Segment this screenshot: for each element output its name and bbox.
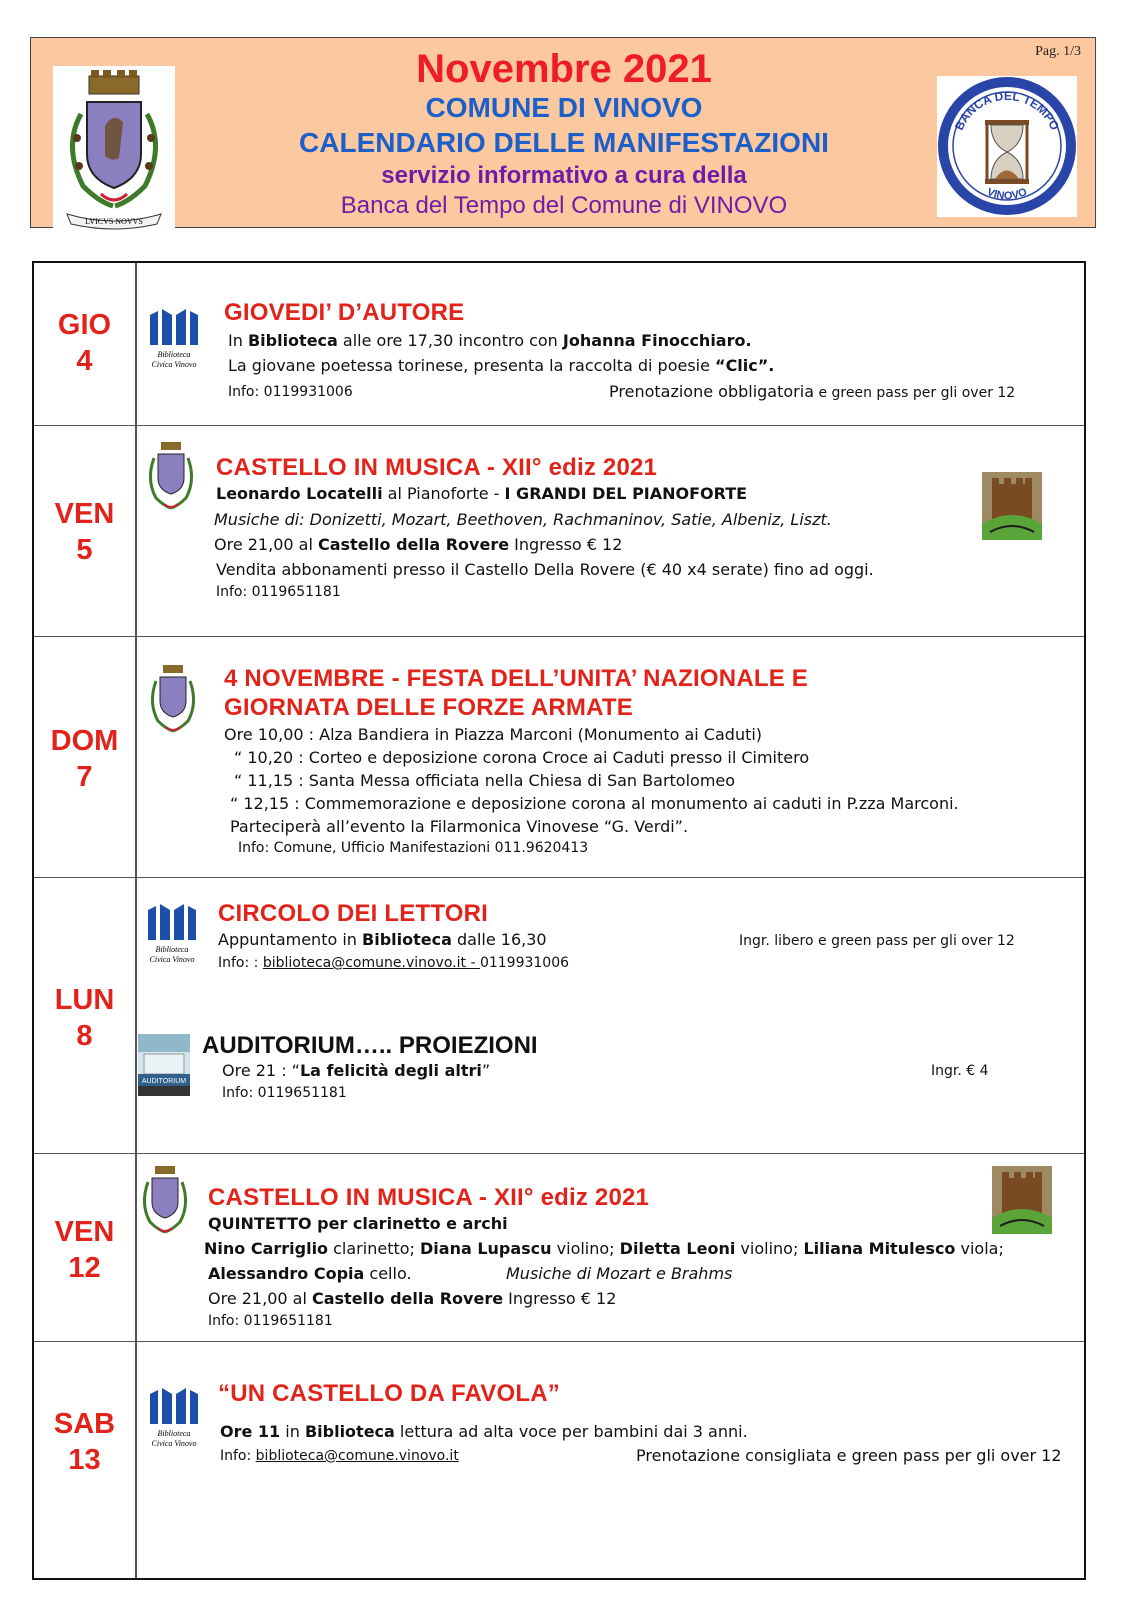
event-title: 4 NOVEMBRE - FESTA DELL’UNITA’ NAZIONALE E xyxy=(224,665,808,692)
banca-subtitle: Banca del Tempo del Comune di VINOVO xyxy=(340,192,788,219)
event-line: Leonardo Locatelli al Pianoforte - I GRANDI DEL PIANOFORTE xyxy=(216,484,748,503)
event-line: Appuntamento in Biblioteca dalle 16,30 xyxy=(218,930,547,949)
event-row xyxy=(34,1342,1084,1578)
biblioteca-logo-icon xyxy=(146,307,202,380)
event-line: Ore 10,00 : Alza Bandiera in Piazza Marconi (Monumento ai Caduti) xyxy=(224,725,763,744)
banca-del-tempo-logo-icon xyxy=(937,76,1077,217)
svg-text:Civica Vinovo: Civica Vinovo xyxy=(149,955,195,964)
event-day: GIO 4 xyxy=(57,309,112,377)
events-table xyxy=(32,261,1086,1580)
event-line: QUINTETTO per clarinetto e archi xyxy=(208,1214,508,1233)
email-link[interactable]: biblioteca@comune.vinovo.it - xyxy=(262,955,480,971)
event-info: Info: biblioteca@comune.vinovo.it xyxy=(220,1448,459,1464)
event-line: Vendita abbonamenti presso il Castello Della Rovere (€ 40 x4 serate) fino ad oggi. xyxy=(216,560,874,579)
event-row xyxy=(34,1154,1084,1342)
event-line: Ore 21,00 al Castello della Rovere Ingresso € 12 xyxy=(208,1289,617,1308)
event-day: SAB 13 xyxy=(53,1408,116,1476)
event-day: VEN 5 xyxy=(54,498,115,566)
event-line: “ 11,15 : Santa Messa officiata nella Chiesa di San Bartolomeo xyxy=(234,771,736,790)
vinovo-crest-small-icon xyxy=(146,663,200,746)
event-line: Musiche di: Donizetti, Mozart, Beethoven, Rachmaninov, Satie, Albeniz, Liszt. xyxy=(214,510,832,529)
event-info: Info: 0119651181 xyxy=(208,1313,333,1329)
month-title: Novembre 2021 xyxy=(416,47,712,91)
page-header xyxy=(30,37,1096,228)
event-info: Info: 0119931006 xyxy=(228,384,353,400)
vinovo-crest-small-icon xyxy=(144,440,198,523)
event-note: Prenotazione obbligatoria e green pass per gli over 12 xyxy=(609,382,1016,401)
event-line: Nino Carriglio clarinetto; Diana Lupascu violino; Diletta Leoni violino; Liliana Mitulesco viola; xyxy=(204,1239,1004,1258)
event-title: CASTELLO IN MUSICA - XII° ediz 2021 xyxy=(216,454,658,481)
event-info: Info: Comune, Ufficio Manifestazioni 011.9620413 xyxy=(238,840,589,856)
event-line: Parteciperà all’evento la Filarmonica Vinovese “G. Verdi”. xyxy=(230,817,689,836)
email-link[interactable]: biblioteca@comune.vinovo.it xyxy=(255,1448,459,1464)
event-title: AUDITORIUM….. PROIEZIONI xyxy=(202,1032,538,1059)
svg-text:Biblioteca: Biblioteca xyxy=(157,350,191,359)
calendar-title: CALENDARIO DELLE MANIFESTAZIONI xyxy=(299,127,829,158)
event-title: CASTELLO IN MUSICA - XII° ediz 2021 xyxy=(208,1184,650,1211)
castle-icon xyxy=(982,472,1042,545)
event-info: Info: 0119651181 xyxy=(216,584,341,600)
svg-text:Civica Vinovo: Civica Vinovo xyxy=(151,1439,197,1448)
event-row xyxy=(34,426,1084,637)
event-day: DOM 7 xyxy=(50,725,119,793)
svg-text:Biblioteca: Biblioteca xyxy=(157,1429,191,1438)
event-line: “ 10,20 : Corteo e deposizione corona Croce ai Caduti presso il Cimitero xyxy=(234,748,810,767)
event-title: GIOVEDI’ D’AUTORE xyxy=(224,299,465,326)
auditorium-icon xyxy=(138,1034,190,1101)
svg-text:AUDITORIUM: AUDITORIUM xyxy=(141,1078,187,1085)
event-line: “ 12,15 : Commemorazione e deposizione corona al monumento ai caduti in P.zza Marconi. xyxy=(230,794,959,813)
svg-text:BANCA DEL TEMPO: BANCA DEL TEMPO xyxy=(951,88,1063,133)
event-info: Info: 0119651181 xyxy=(222,1085,347,1101)
svg-text:VINOVO: VINOVO xyxy=(985,186,1029,203)
service-subtitle: servizio informativo a cura della xyxy=(381,162,747,189)
event-line: Alessandro Copia cello. xyxy=(208,1264,412,1283)
event-row xyxy=(34,263,1084,426)
event-note: Ingr. € 4 xyxy=(931,1063,989,1079)
event-line: Ore 11 in Biblioteca lettura ad alta voce per bambini dai 3 anni. xyxy=(220,1422,748,1441)
event-row xyxy=(34,878,1084,1154)
event-day: LUN 8 xyxy=(54,984,115,1052)
event-line: Ore 21 : “La felicità degli altri” xyxy=(222,1061,491,1080)
event-info: Info: : biblioteca@comune.vinovo.it - 0119931006 xyxy=(218,955,570,971)
event-note: Prenotazione consigliata e green pass per gli over 12 xyxy=(636,1446,1062,1465)
vinovo-crest-small-icon xyxy=(138,1164,192,1247)
svg-text:Biblioteca: Biblioteca xyxy=(155,945,189,954)
event-line: Musiche di Mozart e Brahms xyxy=(506,1264,733,1283)
event-day: VEN 12 xyxy=(54,1216,115,1284)
biblioteca-logo-icon xyxy=(144,902,200,975)
page-number: Pag. 1/3 xyxy=(1035,44,1081,59)
event-title: GIORNATA DELLE FORZE ARMATE xyxy=(224,694,633,721)
castle-icon xyxy=(992,1166,1052,1239)
event-line: La giovane poetessa torinese, presenta la raccolta di poesie “Clic”. xyxy=(228,356,775,375)
event-title: “UN CASTELLO DA FAVOLA” xyxy=(218,1380,560,1407)
event-line: In Biblioteca alle ore 17,30 incontro con Johanna Finocchiaro. xyxy=(228,331,752,350)
event-title: CIRCOLO DEI LETTORI xyxy=(218,900,489,927)
event-row xyxy=(34,637,1084,878)
biblioteca-logo-icon xyxy=(146,1386,202,1459)
svg-text:Civica Vinovo: Civica Vinovo xyxy=(151,360,197,369)
comune-title: COMUNE DI VINOVO xyxy=(425,92,703,123)
svg-text:LVICVS NOVVS: LVICVS NOVVS xyxy=(85,217,143,226)
event-note: Ingr. libero e green pass per gli over 12 xyxy=(739,933,1015,949)
event-line: Ore 21,00 al Castello della Rovere Ingresso € 12 xyxy=(214,535,623,554)
